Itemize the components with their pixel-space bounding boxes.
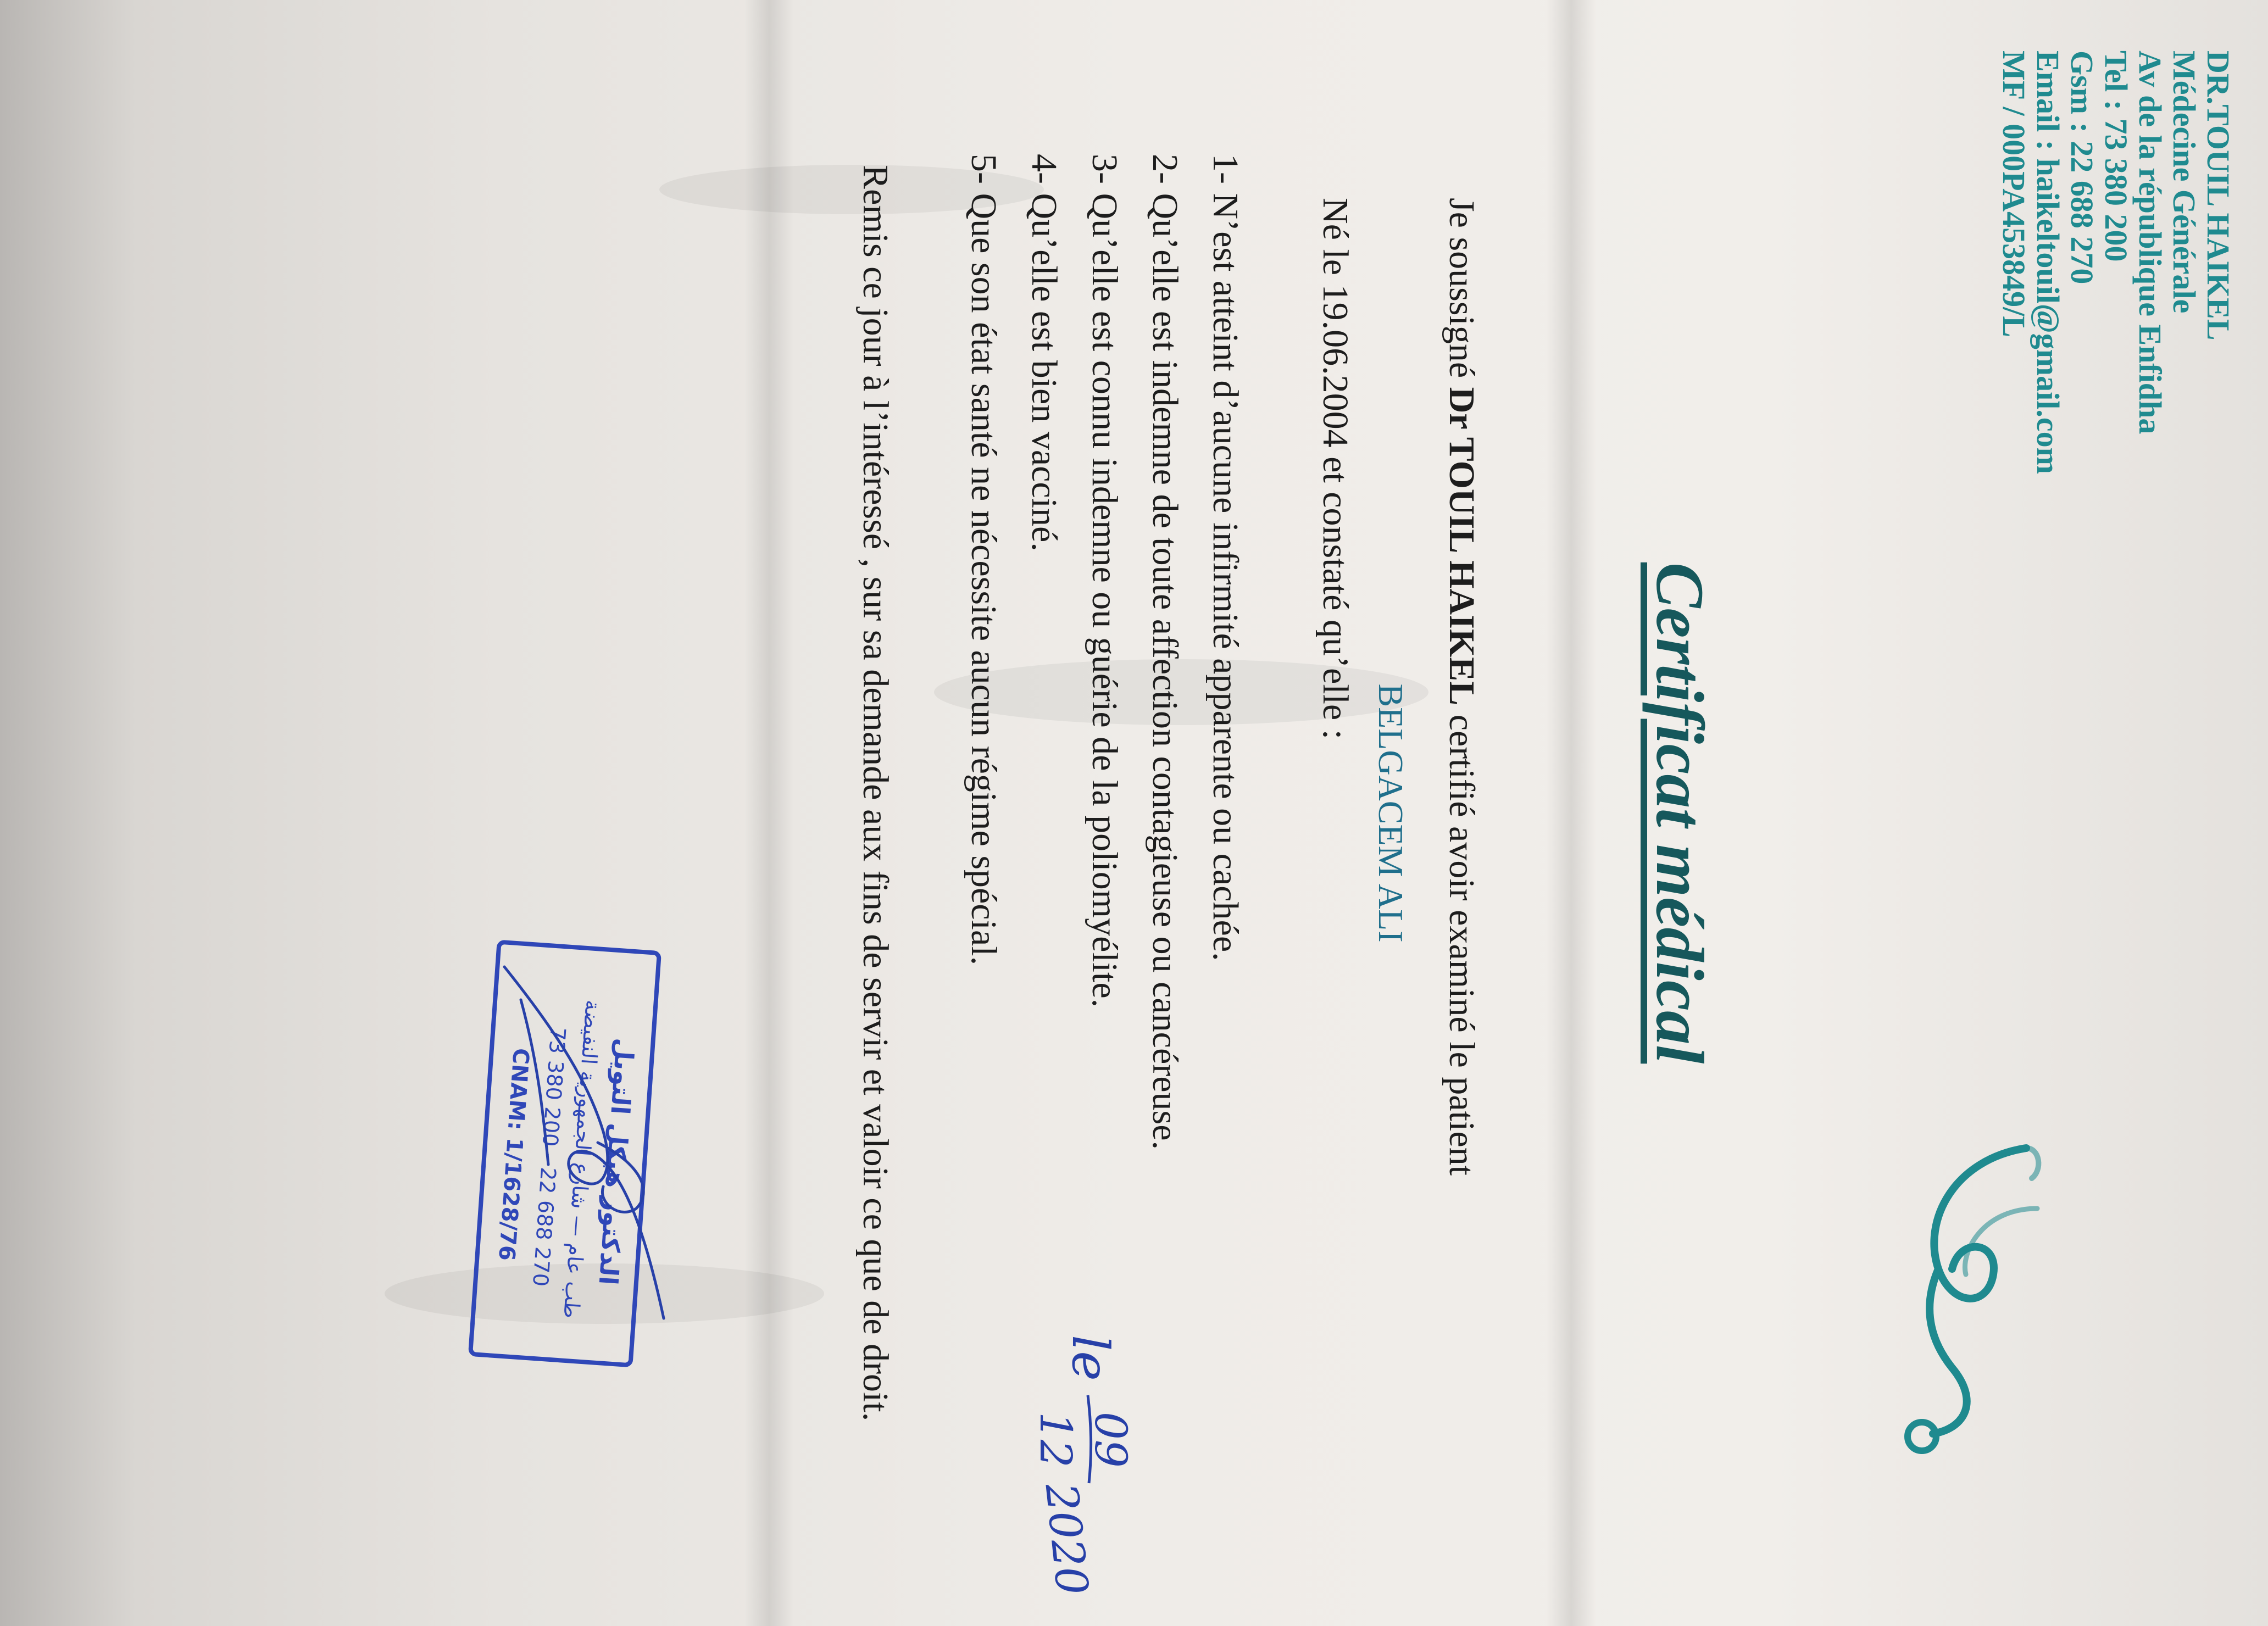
certification-item: 5- Que son état santé ne nécessite aucun régime spécial. — [964, 154, 1004, 966]
doctor-tel: Tel : 73 380 200 — [2098, 51, 2134, 262]
doctor-mf: MF / 000PA453849/L — [1996, 51, 2032, 337]
doctor-email: Email : haikeltouil@gmail.com — [2030, 51, 2066, 474]
doctor-specialty: Médecine Générale — [2166, 51, 2202, 314]
certificate-title: Certificat médical — [1642, 562, 1717, 1064]
date-day-prefix: le — [1061, 1335, 1120, 1381]
closing-statement: Remis ce jour à l’intéressé , sur sa demande aux fins de servir et valoir ce que de droit. — [855, 165, 896, 1422]
date-month: 12 — [1030, 1412, 1081, 1468]
certification-item: 3- Qu’elle est connu indemne ou guérie de la poliomyélite. — [1085, 154, 1125, 1008]
doctor-gsm: Gsm : 22 688 270 — [2064, 51, 2100, 285]
handwritten-signature — [477, 934, 686, 1384]
intro-suffix: certifié avoir examiné le patient — [1442, 705, 1482, 1176]
handwritten-date — [1015, 1329, 1158, 1597]
certification-item: 1- N’est atteint d’aucune infirmité apparente ou cachée. — [1205, 154, 1246, 961]
stamp-phones: 73 380 200 - 22 688 270 — [528, 1026, 570, 1288]
stamp-address: طب عام — شارع الجمهورية النفيضة — [559, 999, 605, 1319]
stamp-cnam: CNAM: 1/1628/76 — [493, 1047, 534, 1262]
attestation-intro — [1441, 198, 1482, 1176]
stamp-doctor-name: الدكتور هيكل التويل — [593, 1037, 640, 1286]
doctor-address: Av de la république Enfidha — [2132, 51, 2168, 435]
certification-item: 4- Qu’elle est bien vacciné. — [1024, 154, 1064, 552]
patient-name: BELGACEM ALI — [1371, 683, 1410, 943]
date-year: 2020 — [1035, 1480, 1098, 1597]
doctor-letterhead — [1997, 51, 2235, 474]
date-day: 09 — [1085, 1412, 1136, 1468]
stethoscope-logo-icon — [1872, 1126, 2048, 1467]
certification-item: 2- Qu’elle est indemne de toute affection contagieuse ou cancéreuse. — [1145, 154, 1185, 1150]
birth-date-line: Né le 19.06.2004 et constaté qu’elle : — [1315, 198, 1355, 740]
intro-doctor-name: Dr TOUIL HAIKEL — [1442, 387, 1482, 706]
intro-prefix: Je soussigné — [1442, 198, 1482, 387]
doctor-name: DR.TOUIL HAIKEL — [2200, 51, 2236, 341]
